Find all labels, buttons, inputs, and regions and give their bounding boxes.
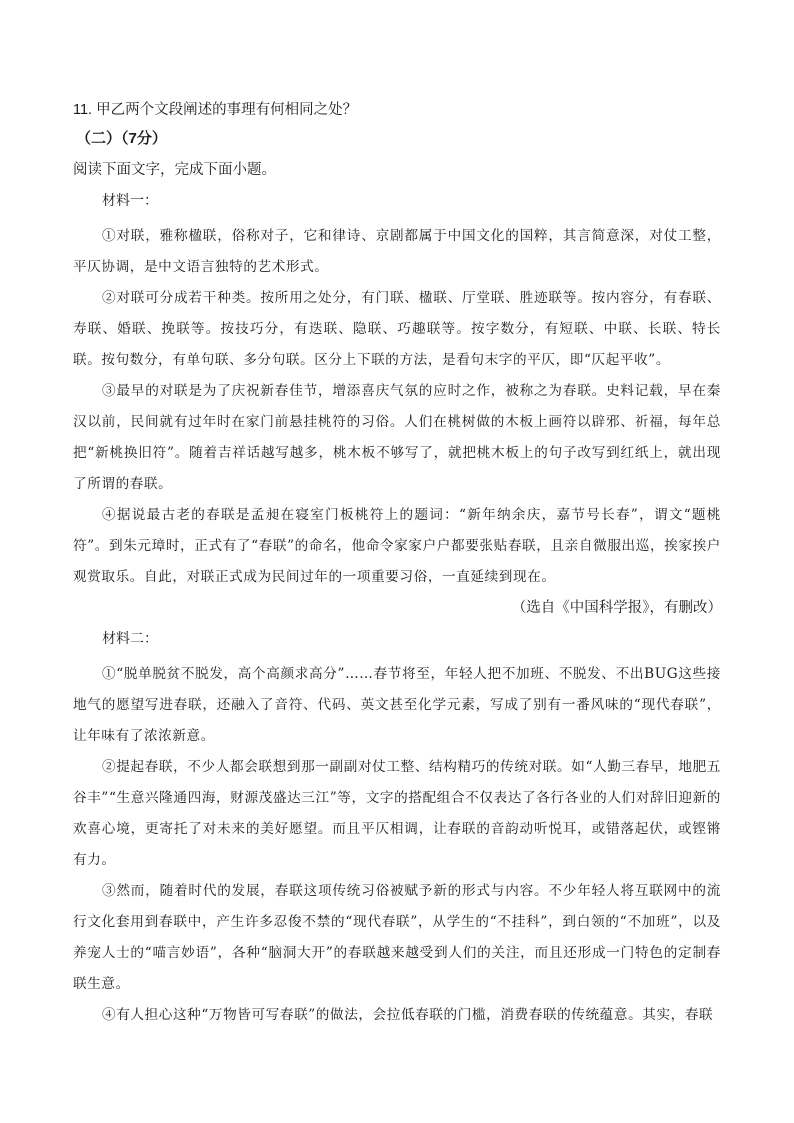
material-2-label: 材料二： bbox=[102, 631, 158, 647]
reading-instruction: 阅读下面文字，完成下面小题。 bbox=[73, 162, 276, 178]
material-1-paragraph-2: ②对联可分成若干种类。按所用之处分，有门联、楹联、厅堂联、胜迹联等。按内容分，有春联、寿联、婚联、挽联等。按技巧分，有迭联、隐联、巧趣联等。按字数分，有短联、中联、长联、特长联。按句数分，有单句联、多分句联。区分上下联的方法，是看句末字的平仄，即“仄起平收”。 bbox=[73, 290, 721, 368]
material-1-paragraph-1: ①对联，雅称楹联，俗称对子，它和律诗、京剧都属于中国文化的国粹，其言简意深，对仗工整，平仄协调，是中文语言独特的艺术形式。 bbox=[73, 228, 721, 275]
material-2-paragraph-3: ③然而，随着时代的发展，春联这项传统习俗被赋予新的形式与内容。不少年轻人将互联网中的流行文化套用到春联中，产生许多忍俊不禁的“现代春联”，从学生的“不挂科”，到白领的“不加班”，以及养宠人士的“喵言妙语”，各种“脑洞大开”的春联越来越受到人们的关注，而且还形成一门特色的定制春联生意。 bbox=[73, 883, 721, 992]
question-11: 11. 甲乙两个文段阐述的事理有何相同之处？ bbox=[73, 102, 358, 118]
material-1-source: （选自《中国科学报》，有删改） bbox=[511, 600, 722, 616]
section-heading: （二）（7分） bbox=[76, 130, 167, 147]
material-1-paragraph-3: ③最早的对联是为了庆祝新春佳节，增添喜庆气氛的应时之作，被称之为春联。史料记载，早在秦汉以前，民间就有过年时在家门前悬挂桃符的习俗。人们在桃树做的木板上画符以辟邪、祈福，每年总把“新桃换旧符”。随着吉祥话越写越多，桃木板不够写了，就把桃木板上的句子改写到红纸上，就出现了所谓的春联。 bbox=[73, 383, 721, 492]
material-1-label: 材料一： bbox=[102, 193, 158, 209]
material-2-paragraph-2: ②提起春联，不少人都会联想到那一副副对仗工整、结构精巧的传统对联。如“人勤三春早，地肥五谷丰”“生意兴隆通四海，财源茂盛达三江”等，文字的搭配组合不仅表达了各行各业的人们对辞旧迎新的欢喜心境，更寄托了对未来的美好愿望。而且平仄相调，让春联的音韵动听悦耳，或错落起伏，或铿锵有力。 bbox=[73, 759, 721, 868]
material-1-paragraph-4: ④据说最古老的春联是孟昶在寝室门板桃符上的题词：“新年纳余庆，嘉节号长春”，谓文“题桃符”。到朱元璋时，正式有了“春联”的命名，他命令家家户户都要张贴春联，且亲自微服出巡，挨家挨户观赏取乐。自此，对联正式成为民间过年的一项重要习俗，一直延续到现在。 bbox=[73, 507, 721, 585]
material-2-paragraph-1: ①“脱单脱贫不脱发，高个高颜求高分”……春节将至，年轻人把不加班、不脱发、不出BUG这些接地气的愿望写进春联，还融入了音符、代码、英文甚至化学元素，写成了别有一番风味的“现代春联”，让年味有了浓浓新意。 bbox=[73, 666, 721, 744]
material-2-paragraph-4: ④有人担心这种“万物皆可写春联”的做法，会拉低春联的门槛，消费春联的传统蕴意。其实，春联 bbox=[102, 1007, 714, 1023]
